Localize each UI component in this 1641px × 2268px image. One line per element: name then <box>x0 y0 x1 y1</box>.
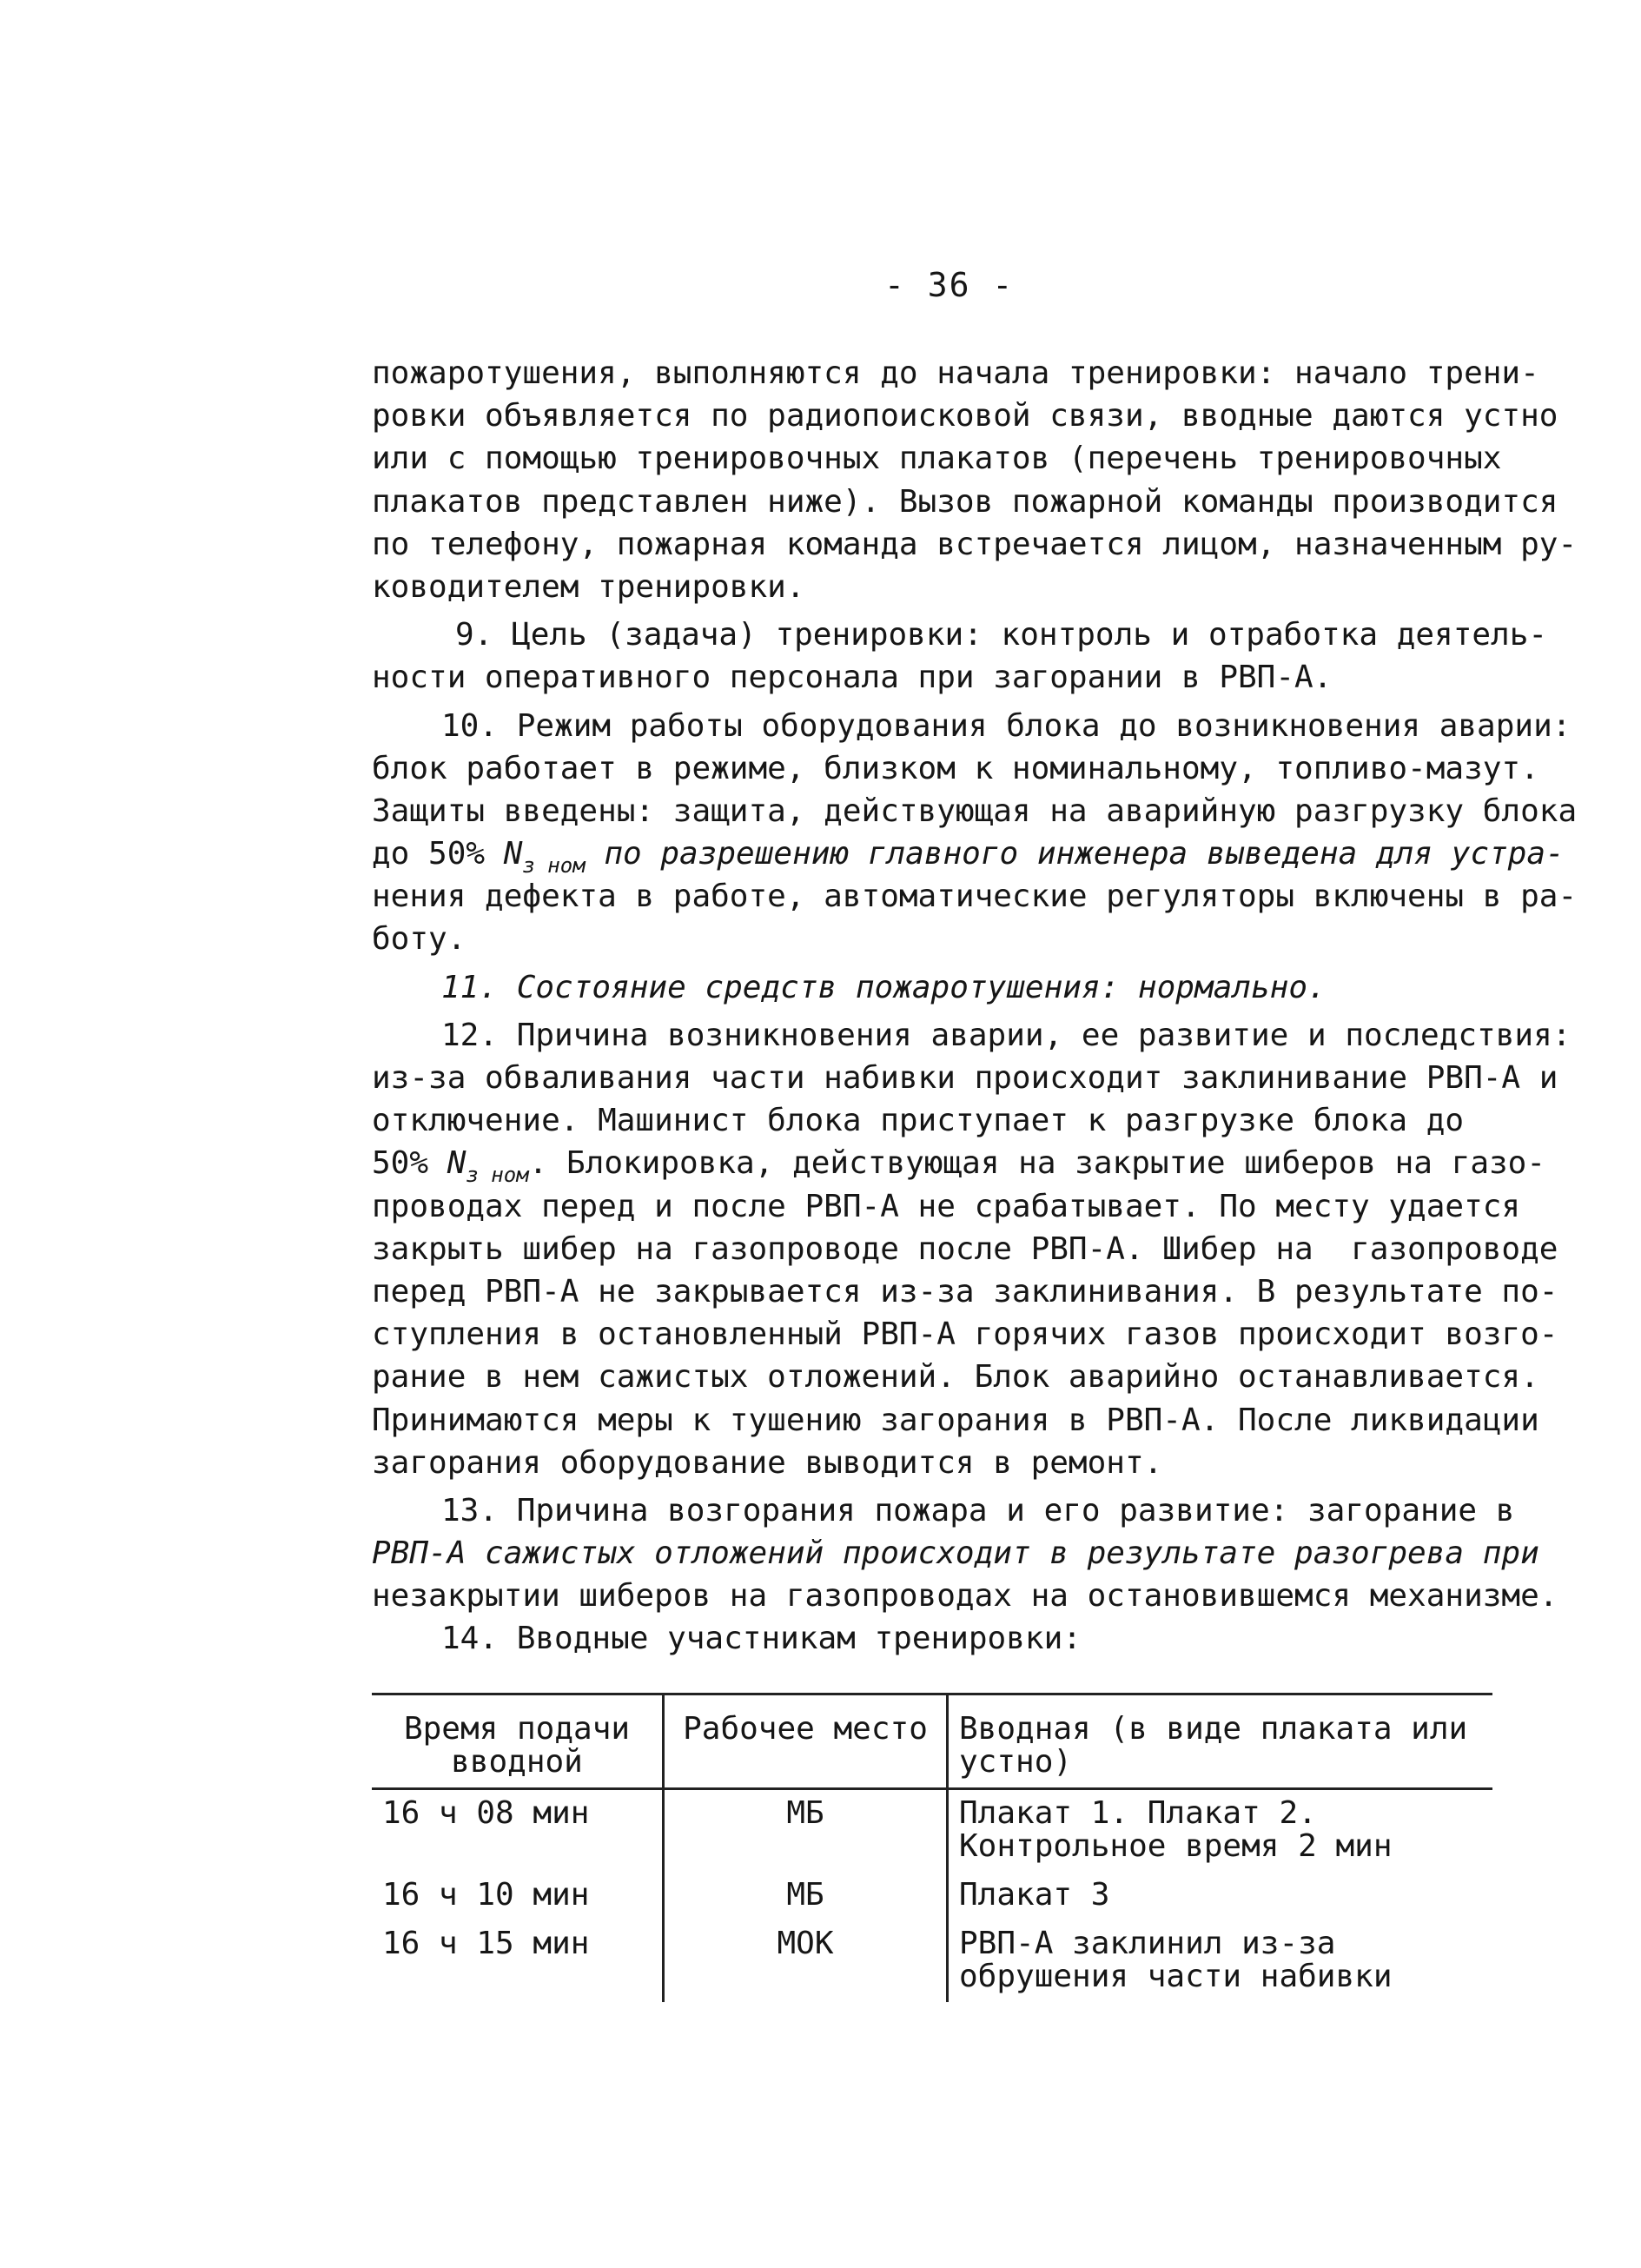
item-13-line-2: РВП-А сажистых отложений происходит в результате разогрева при <box>372 1535 1539 1572</box>
body-line: ровки объявляется по радиопоисковой связи, вводные даются устно <box>372 398 1558 434</box>
table-cell-workplace: МБ <box>664 1872 948 1920</box>
table-row <box>372 1872 1492 1920</box>
item-12-line-6: закрыть шибер на газопроводе после РВП-А. Шибер на газопроводе <box>372 1230 1558 1267</box>
table-cell-input: Плакат 1. Плакат 2. Контрольное время 2 мин <box>959 1795 1393 1864</box>
table-header-row <box>372 1694 1492 1789</box>
body-line: пожаротушения, выполняются до начала тренировки: начало трени- <box>372 355 1539 391</box>
item-10-line-3: Защиты введены: защита, действующая на аварийную разгрузку блока <box>372 792 1578 829</box>
item-10-line-5: нения дефекта в работе, автоматические регуляторы включены в ра- <box>372 879 1578 915</box>
item-12-line-4: 50% $N_{з ном}$. Блокировка, действующая на закрытие шиберов на газо- <box>372 1145 1546 1188</box>
item-9-line-1: 9. Цель (задача) тренировки: контроль и отработка деятель- <box>455 617 1548 653</box>
item-12-line-5: проводах перед и после РВП-А не срабатывает. По месту удается <box>372 1188 1521 1224</box>
item-11: 11. Состояние средств пожаротушения: нормально. <box>441 969 1327 1005</box>
body-line: по телефону, пожарная команда встречается лицом, назначенным ру- <box>372 526 1578 562</box>
item-12-line-11: загорания оборудование выводится в ремонт. <box>372 1444 1163 1481</box>
item-13-line-1: 13. Причина возгорания пожара и его развитие: загорание в <box>441 1492 1515 1529</box>
table-cell-time: 16 ч 08 мин <box>372 1789 664 1873</box>
body-line: ководителем тренировки. <box>372 568 805 605</box>
table-row <box>372 1789 1492 1873</box>
item-9-line-2: ности оперативного персонала при загорании в РВП-А. <box>372 660 1333 696</box>
document-body <box>372 352 1578 1661</box>
item-10-line-2: блок работает в режиме, близком к номинальному, топливо-мазут. <box>372 750 1539 786</box>
table-cell-workplace: МОК <box>664 1920 948 2002</box>
item-12-line-8: ступления в остановленный РВП-А горячих газов происходит возго- <box>372 1316 1558 1353</box>
table-cell-workplace: МБ <box>664 1789 948 1873</box>
item-14: 14. Вводные участникам тренировки: <box>441 1621 1082 1657</box>
item-12-line-9: рание в нем сажистых отложений. Блок аварийно останавливается. <box>372 1359 1539 1396</box>
item-12-line-1: 12. Причина возникновения аварии, ее развитие и последствия: <box>441 1017 1572 1053</box>
item-12-line-10: Принимаются меры к тушению загорания в РВП-А. После ликвидации <box>372 1402 1539 1438</box>
table-header-workplace: Рабочее место <box>664 1694 948 1789</box>
table-cell-time: 16 ч 15 мин <box>372 1920 664 2002</box>
table-cell-input: РВП-А заклинил из-за обрушения части набивки <box>959 1926 1393 1994</box>
item-10-line-1: 10. Режим работы оборудования блока до возникновения аварии: <box>441 707 1572 744</box>
body-line: плакатов представлен ниже). Вызов пожарной команды производится <box>372 483 1558 520</box>
table-cell-input: Плакат 3 <box>959 1877 1110 1913</box>
inputs-table <box>372 1693 1492 2002</box>
table-header-input: Вводная (в виде плаката или устно) <box>959 1711 1468 1780</box>
table-row <box>372 1920 1492 2002</box>
body-line: или с помощью тренировочных плакатов (перечень тренировочных <box>372 441 1502 477</box>
item-10-line-6: боту. <box>372 921 466 958</box>
page-number: - 36 - <box>884 266 1015 304</box>
item-12-line-2: из-за обваливания части набивки происходит заклинивание РВП-А и <box>372 1060 1558 1096</box>
table-cell-time: 16 ч 10 мин <box>372 1872 664 1920</box>
item-13-line-3: незакрытии шиберов на газопроводах на остановившемся механизме. <box>372 1578 1558 1615</box>
item-12-line-3: отключение. Машинист блока приступает к разгрузке блока до <box>372 1103 1465 1139</box>
item-10-line-4: до 50% $N_{з ном}$ по разрешению главного инженера выведена для устра- <box>372 836 1565 879</box>
item-12-line-7: перед РВП-А не закрывается из-за заклинивания. В результате по- <box>372 1273 1558 1310</box>
table-header-time: Время подачи вводной <box>372 1694 664 1789</box>
